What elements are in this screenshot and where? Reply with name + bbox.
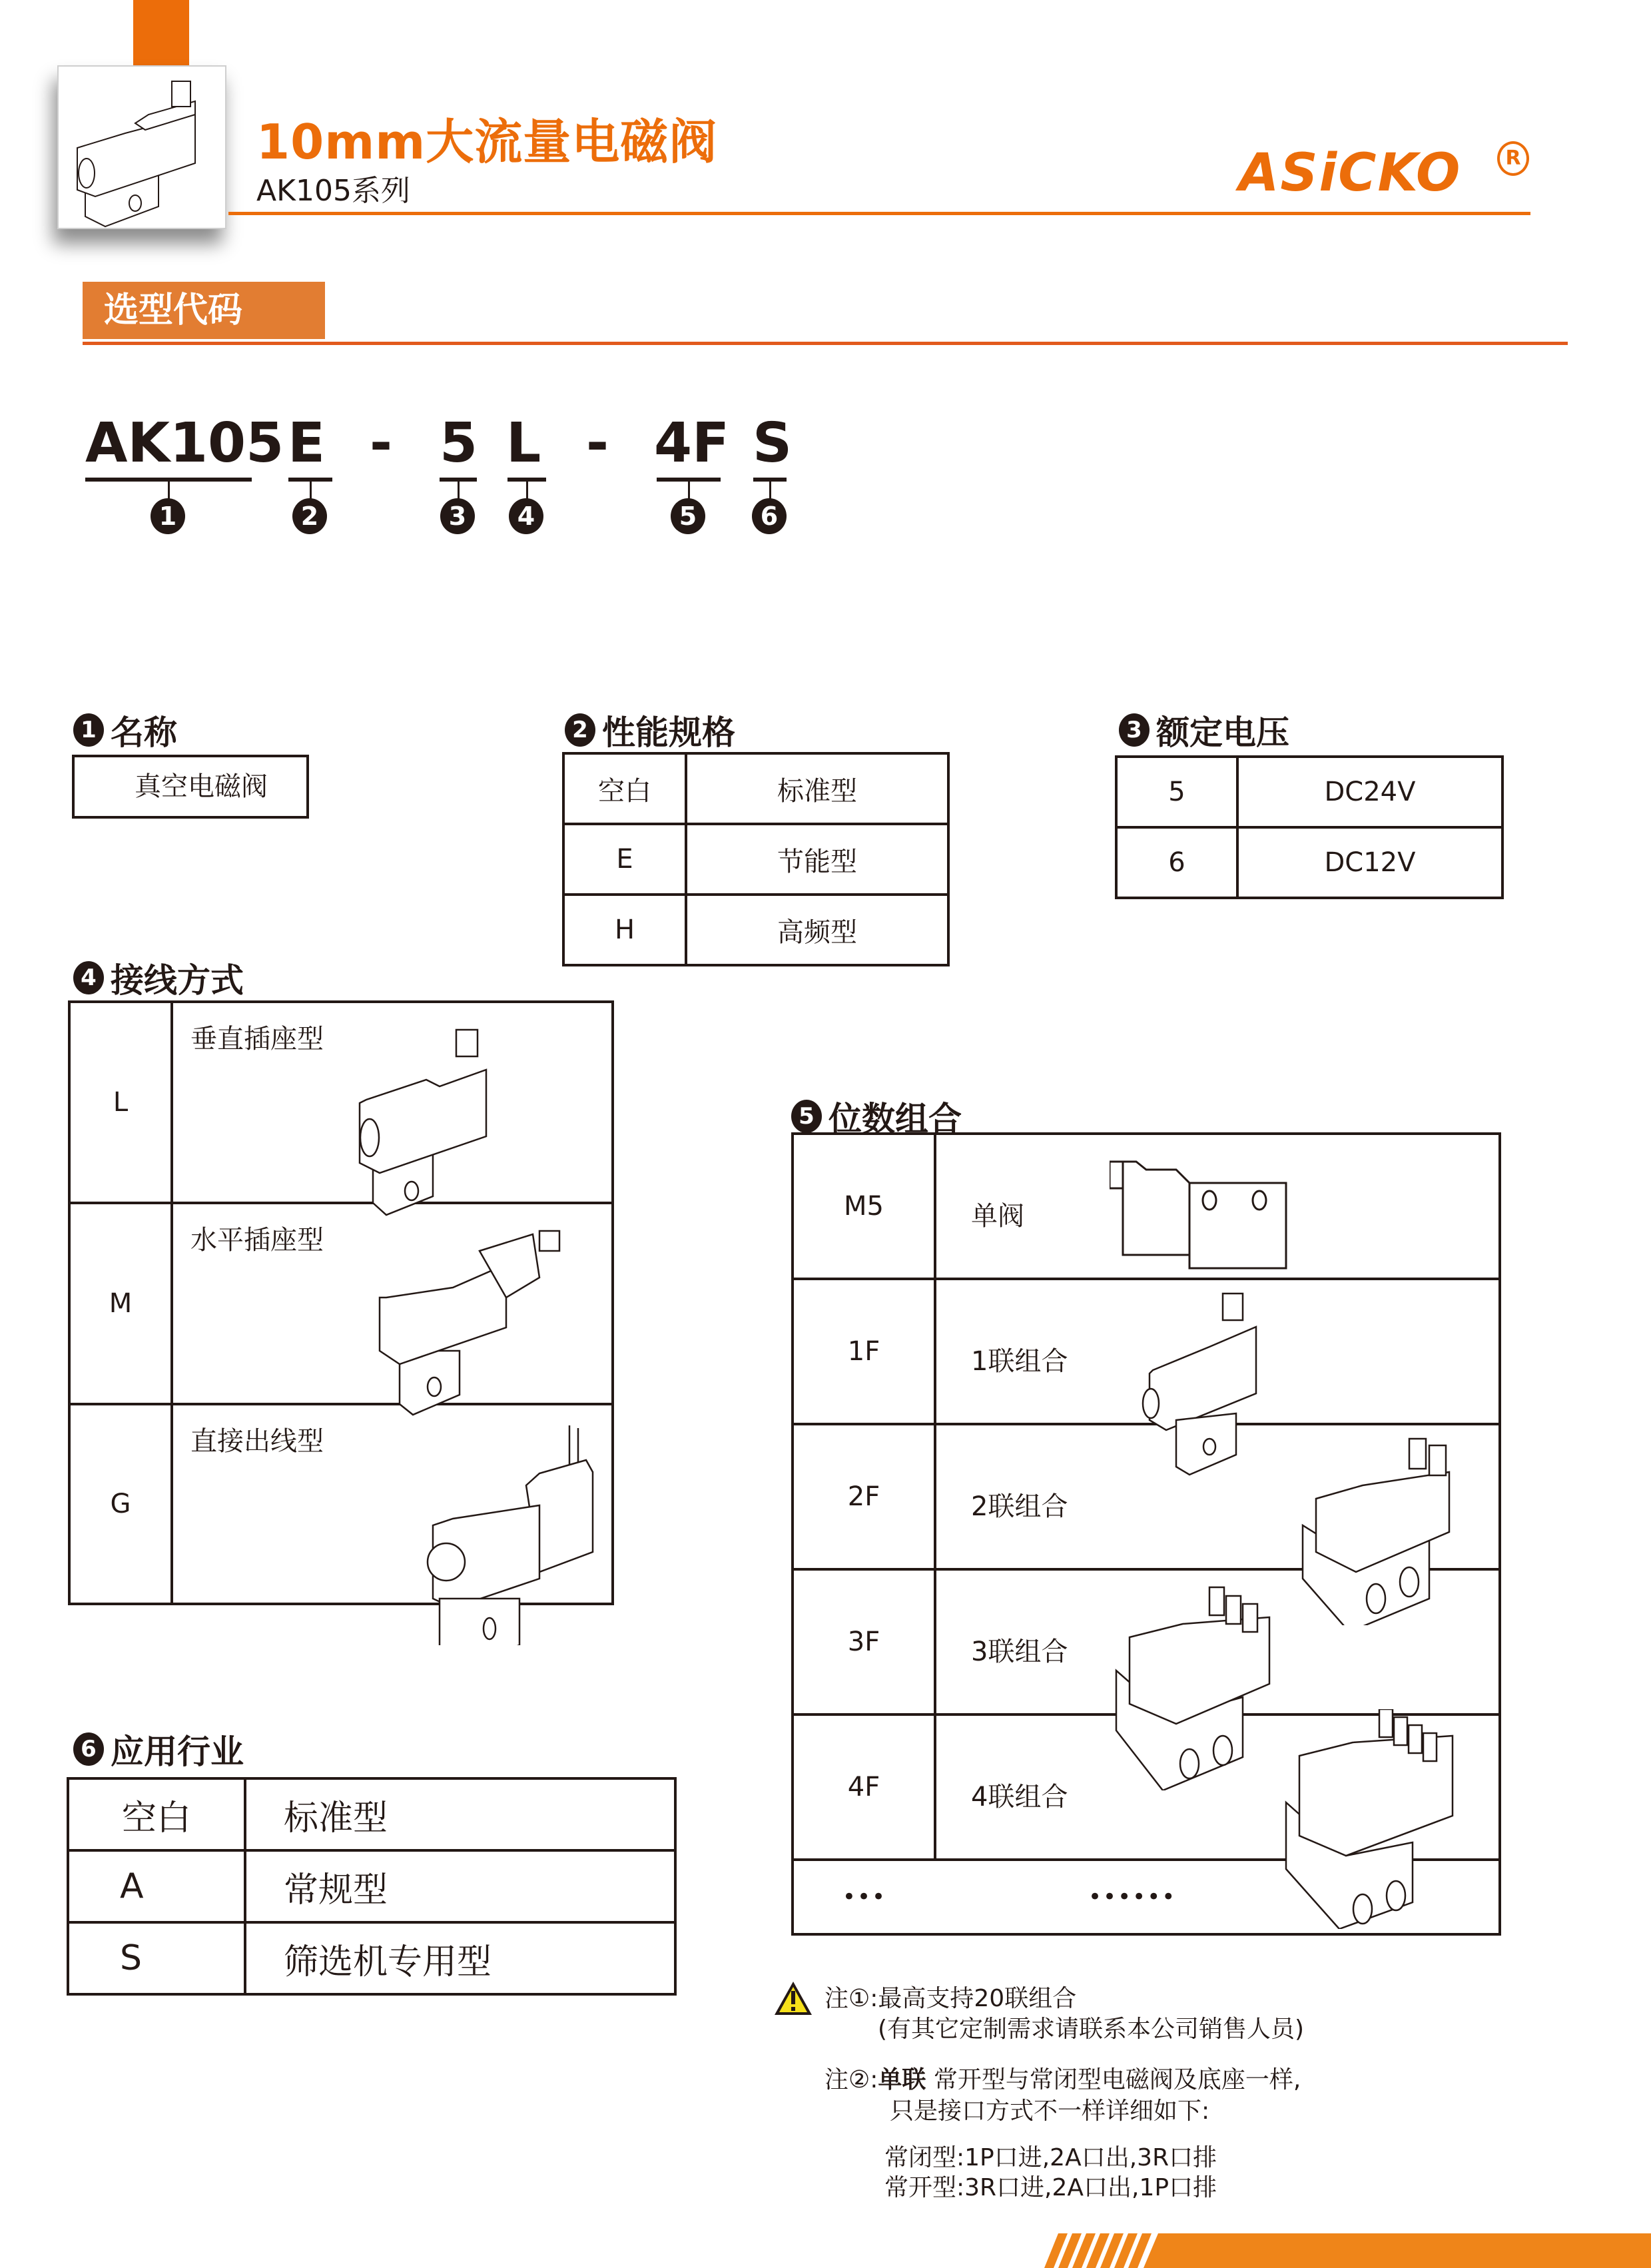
table-row: S 筛选机专用型 (68, 1922, 675, 1994)
table-row: 2F 2联组合 (793, 1424, 1500, 1569)
section-title-combination: 5 位数组合 (791, 1092, 962, 1140)
code-number-badge: 2 (292, 498, 327, 534)
note-2-detail: 只是接口方式不一样详细如下: (890, 2097, 1210, 2125)
number-badge: 6 (73, 1732, 104, 1766)
normally-open-ports: 常开型:3R口进,2A口出,1P口排 (884, 2174, 1217, 2201)
code-number-badge: 3 (440, 498, 475, 534)
four-unit-combination-icon (1279, 1709, 1466, 1929)
code-part-series: AK105 (85, 412, 284, 475)
series-subtitle: AK105系列 (256, 174, 410, 208)
product-thumbnail (57, 65, 226, 229)
combination-table (791, 1132, 1501, 1936)
table-row: ••• •••••• (793, 1860, 1500, 1934)
section-title-name: 1 名称 (73, 706, 177, 754)
code-separator: - (370, 412, 393, 475)
page-title: 10mm大流量电磁阀 (256, 114, 718, 170)
performance-table (562, 752, 950, 966)
code-part-wiring: L (506, 412, 541, 475)
header-divider (228, 212, 1530, 215)
section-divider (83, 342, 1568, 345)
normally-closed-ports: 常闭型:1P口进,2A口出,3R口排 (884, 2144, 1217, 2171)
note-1-detail: (有其它定制需求请联系本公司销售人员) (878, 2016, 1305, 2043)
table-row: A 常规型 (68, 1850, 675, 1922)
code-part-application: S (753, 412, 793, 475)
number-badge: 5 (791, 1100, 822, 1133)
code-number-badge: 4 (509, 498, 543, 534)
valve-illustration-icon (59, 67, 225, 228)
section-title-application: 6 应用行业 (73, 1725, 244, 1773)
section-title-performance: 2 性能规格 (565, 706, 735, 754)
code-part-voltage: 5 (440, 412, 478, 475)
registered-mark-icon: R (1497, 141, 1529, 176)
voltage-table (1115, 755, 1504, 899)
code-part-combination: 4F (654, 412, 730, 475)
number-badge: 4 (73, 961, 104, 994)
table-row: 空白 标准型 (563, 753, 948, 824)
number-badge: 3 (1119, 713, 1150, 747)
single-valve-icon (1110, 1155, 1363, 1275)
note-2: 注②:单联 常开型与常闭型电磁阀及底座一样, (825, 2066, 1301, 2093)
code-separator: - (586, 412, 609, 475)
table-row: L 垂直插座型 (69, 1002, 613, 1203)
table-row: 3F 3联组合 (793, 1569, 1500, 1714)
code-number-badge: 5 (671, 498, 705, 534)
horizontal-socket-valve-icon (373, 1224, 593, 1417)
table-row: M 水平插座型 (69, 1203, 613, 1404)
direct-wire-valve-icon (400, 1419, 613, 1645)
table-row: M5 单阀 (793, 1134, 1500, 1279)
section-title-voltage: 3 额定电压 (1119, 706, 1289, 754)
name-value-box: 真空电磁阀 (72, 755, 309, 819)
footer-stripes-decoration (1029, 2233, 1651, 2268)
brand-logo: ASiCKO (1239, 143, 1462, 203)
section-tab-model-code: 选型代码 (83, 282, 325, 339)
note-1: 注①:最高支持20联组合 (825, 1985, 1077, 2012)
application-table (67, 1777, 677, 1996)
number-badge: 1 (73, 713, 104, 747)
table-row: H 高频型 (563, 895, 948, 965)
table-row: 5 DC24V (1116, 757, 1502, 827)
table-row: 1F 1联组合 (793, 1279, 1500, 1424)
section-title-wiring: 4 接线方式 (73, 954, 244, 1002)
header-accent-bar (133, 0, 189, 65)
code-number-badge: 1 (151, 498, 185, 534)
table-row: G 直接出线型 (69, 1404, 613, 1604)
table-row: 空白 标准型 (68, 1778, 675, 1850)
table-row: E 节能型 (563, 824, 948, 895)
number-badge: 2 (565, 713, 595, 747)
code-number-badge: 6 (752, 498, 787, 534)
code-part-performance: E (288, 412, 326, 475)
warning-icon (775, 1982, 813, 2016)
wiring-table (68, 1000, 614, 1605)
table-row: 6 DC12V (1116, 827, 1502, 898)
table-row: 4F 4联组合 (793, 1714, 1500, 1860)
